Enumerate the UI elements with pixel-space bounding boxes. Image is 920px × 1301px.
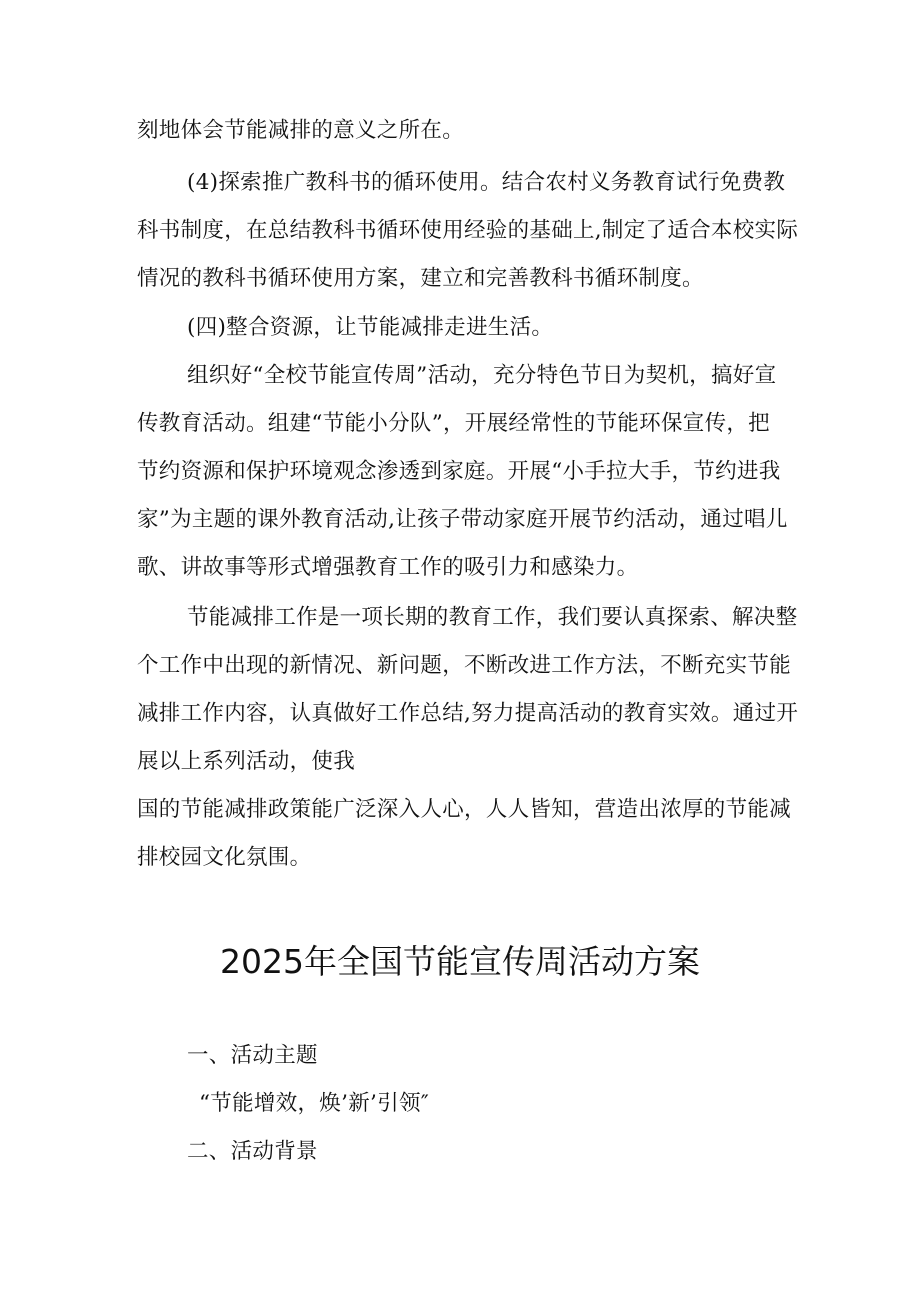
body-line-5: (四)整合资源，让节能减排走进生活。 — [187, 315, 554, 340]
body-line-7: 传教育活动。组建“节能小分队”，开展经常性的节能环保宣传，把 — [137, 411, 770, 436]
body-line-15: 国的节能减排政策能广泛深入人心，人人皆知，营造出浓厚的节能减 — [137, 797, 792, 822]
body-line-11: 节能减排工作是一项长期的教育工作，我们要认真探索、解决整 — [187, 605, 798, 630]
theme-slogan: “节能增效，焕’新’引领″ — [199, 1091, 430, 1116]
body-line-3: 科书制度，在总结教科书循环使用经验的基础上,制定了适合本校实际 — [137, 218, 799, 243]
document-title: 2025年全国节能宣传周活动方案 — [220, 942, 700, 981]
body-line-2: (4)探索推广教科书的循环使用。结合农村义务教育试行免费教 — [187, 170, 786, 195]
body-line-16: 排校园文化氛围。 — [137, 845, 312, 870]
body-line-13: 减排工作内容，认真做好工作总结,努力提高活动的教育实效。通过开 — [137, 701, 799, 726]
body-line-8: 节约资源和保护环境观念渗透到家庭。开展“小手拉大手，节约进我 — [137, 459, 781, 484]
body-line-12: 个工作中出现的新情况、新问题，不断改进工作方法，不断充实节能 — [137, 653, 792, 678]
body-line-6: 组织好“全校节能宣传周”活动，充分特色节日为契机，搞好宣 — [187, 363, 777, 388]
body-line-9: 家”为主题的课外教育活动,让孩子带动家庭开展节约活动，通过唱儿 — [137, 507, 788, 532]
body-line-4: 情况的教科书循环使用方案，建立和完善教科书循环制度。 — [137, 266, 704, 291]
body-line-1: 刻地体会节能减排的意义之所在。 — [137, 118, 465, 143]
body-line-10: 歌、讲故事等形式增强教育工作的吸引力和感染力。 — [137, 555, 639, 580]
section-heading-background: 二、活动背景 — [187, 1139, 318, 1164]
section-heading-theme: 一、活动主题 — [187, 1043, 318, 1068]
body-line-14: 展以上系列活动，使我 — [137, 749, 356, 774]
